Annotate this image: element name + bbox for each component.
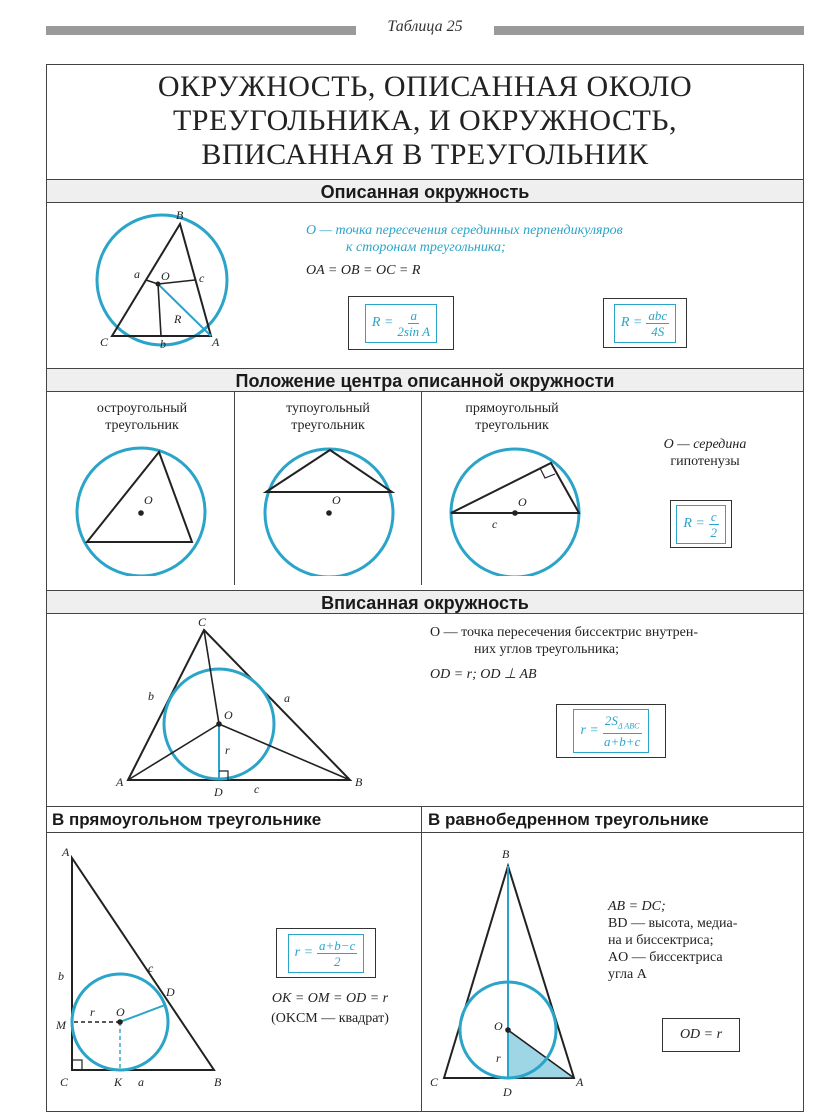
- right-angle-mark: [540, 468, 555, 478]
- label-b: b: [148, 689, 154, 703]
- right-triangle: [72, 858, 214, 1070]
- label-c: c: [254, 782, 260, 796]
- right-note-line-2: гипотенузы: [670, 454, 740, 469]
- center-point: [216, 721, 222, 727]
- right-note: [640, 436, 770, 470]
- numerator-subscript: Δ ABC: [617, 721, 640, 731]
- label-O: O: [144, 493, 153, 507]
- numerator: [603, 713, 642, 735]
- inscribed-definition: [430, 624, 794, 658]
- right-triangle-heading: В прямоугольном треугольнике: [52, 810, 322, 829]
- center-point: [138, 510, 144, 516]
- label-a: a: [134, 267, 140, 281]
- isosceles-line-3: на и биссектриса;: [608, 933, 714, 948]
- formula-box-r-area-over-perimeter: [556, 704, 666, 758]
- label-O: O: [116, 1005, 125, 1019]
- formula-r-right: [288, 934, 365, 973]
- circumscribed-heading: Описанная окружность: [47, 179, 803, 203]
- isosceles-line-5: угла A: [608, 967, 647, 982]
- right-caption-line-2: треугольник: [475, 418, 549, 433]
- label-A: A: [116, 775, 124, 789]
- circumscribed-diagram: [86, 206, 246, 366]
- fraction: [317, 938, 357, 969]
- obtuse-diagram: [256, 444, 400, 576]
- label-b: b: [58, 969, 64, 983]
- acute-triangle: [87, 452, 192, 542]
- right-triangle-note: (OKCM — квадрат): [271, 1011, 389, 1026]
- isosceles-heading: В равнобедренном треугольнике: [428, 810, 709, 829]
- formula-lhs: R =: [683, 516, 705, 531]
- formula-lhs: R =: [620, 315, 643, 330]
- label-A: A: [576, 1075, 584, 1089]
- numerator: a: [410, 307, 417, 323]
- numerator: abc: [648, 307, 668, 323]
- label-a: a: [284, 691, 290, 705]
- label-a: a: [138, 1075, 144, 1089]
- label-K: K: [114, 1075, 123, 1089]
- header-bar-right: [494, 26, 804, 35]
- isosceles-notes: [608, 898, 798, 983]
- formula-od-r: OD = r: [679, 1027, 723, 1042]
- circumscribed-definition-line-1: O — точка пересечения серединных перпендикуляров: [306, 223, 623, 238]
- obtuse-caption-line-2: треугольник: [291, 418, 365, 433]
- center-point: [156, 282, 161, 287]
- title-line-2: ТРЕУГОЛЬНИКА, И ОКРУЖНОСТЬ,: [172, 104, 678, 137]
- inscribed-definition-line-2: них углов треугольника;: [474, 642, 620, 657]
- fraction: [603, 713, 642, 750]
- label-O: O: [332, 493, 341, 507]
- denominator: 2sin A: [397, 323, 431, 339]
- label-B: B: [176, 208, 184, 222]
- label-B: B: [502, 847, 510, 861]
- isosceles-line-4: AO — биссектриса: [608, 950, 723, 965]
- label-D: D: [166, 985, 175, 999]
- title-line-1: ОКРУЖНОСТЬ, ОПИСАННАЯ ОКОЛО: [157, 70, 693, 103]
- right-triangle-relation: OK = OM = OD = r: [271, 991, 389, 1006]
- label-B: B: [355, 775, 363, 789]
- label-D: D: [503, 1085, 512, 1099]
- formula-box-r-sine: [348, 296, 454, 350]
- bisector-b: [219, 724, 350, 780]
- acute-diagram: [70, 444, 214, 576]
- label-c: c: [148, 961, 154, 975]
- formula-box-od-r: [662, 1018, 740, 1052]
- circumscribed-definition: [306, 222, 776, 256]
- divider: [47, 832, 803, 833]
- label-O: O: [161, 269, 170, 283]
- table-label: Таблица 25: [387, 18, 463, 35]
- label-C: C: [100, 335, 109, 349]
- obtuse-triangle: [266, 450, 392, 492]
- fraction: [709, 509, 719, 540]
- label-r: r: [496, 1051, 501, 1065]
- inscribed-relation: OD = r; OD ⊥ AB: [430, 667, 537, 682]
- label-O: O: [494, 1019, 503, 1033]
- right-note-line-1: O — середина: [663, 437, 747, 452]
- formula-r-area: [614, 304, 676, 343]
- formula-r-area-perimeter: [573, 709, 648, 754]
- formula-r-sine: [365, 304, 437, 343]
- radius-od: [120, 1005, 165, 1022]
- center-point: [505, 1027, 511, 1033]
- obtuse-caption-line-1: тупоугольный: [286, 401, 370, 416]
- right-triangle: [451, 463, 579, 513]
- right-caption: [432, 400, 592, 434]
- label-A: A: [212, 335, 220, 349]
- divider: [421, 392, 422, 585]
- center-point: [117, 1019, 123, 1025]
- right-triangle-incircle-diagram: [52, 844, 242, 1094]
- page-title: [46, 70, 804, 172]
- formula-box-r-right: [276, 928, 376, 978]
- label-r: r: [90, 1005, 95, 1019]
- inscribed-diagram: [112, 616, 380, 800]
- formula-r-half-c: [676, 505, 725, 544]
- label-C: C: [430, 1075, 439, 1089]
- acute-caption-line-2: треугольник: [105, 418, 179, 433]
- fraction: [397, 308, 430, 339]
- acute-caption-line-1: остроугольный: [96, 401, 188, 416]
- denominator: a+b+c: [604, 734, 641, 750]
- formula-lhs: r =: [580, 723, 599, 738]
- denominator: 2: [710, 524, 717, 540]
- center-position-heading: Положение центра описанной окружности: [47, 368, 803, 392]
- acute-caption: [62, 400, 222, 434]
- inscribed-heading: Вписанная окружность: [47, 590, 803, 614]
- label-c: c: [199, 271, 205, 285]
- divider: [47, 806, 803, 807]
- formula-lhs: r =: [294, 945, 314, 960]
- divider: [421, 806, 422, 1111]
- header-bar-left: [46, 26, 356, 35]
- label-r: r: [225, 743, 230, 757]
- label-R: R: [174, 312, 182, 326]
- right-caption-line-1: прямоугольный: [465, 401, 559, 416]
- divider: [234, 392, 235, 585]
- label-O: O: [224, 708, 233, 722]
- label-M: M: [56, 1018, 66, 1032]
- formula-box-r-half-c: [670, 500, 732, 548]
- numerator: a+b−c: [319, 937, 356, 953]
- obtuse-caption: [248, 400, 408, 434]
- label-B: B: [214, 1075, 222, 1089]
- isosceles-line-2: BD — высота, медиа-: [608, 916, 738, 931]
- right-angle-mark: [72, 1060, 82, 1070]
- label-C: C: [60, 1075, 69, 1089]
- label-O: O: [518, 495, 527, 509]
- fraction: [646, 308, 669, 339]
- label-A: A: [62, 845, 70, 859]
- isosceles-diagram: [428, 842, 598, 1102]
- circumscribed-equality: OA = OB = OC = R: [306, 263, 421, 278]
- numerator-main: 2S: [604, 712, 618, 728]
- label-c: c: [492, 517, 498, 531]
- center-point: [512, 510, 518, 516]
- formula-lhs: R =: [371, 315, 394, 330]
- denominator: 2: [333, 953, 341, 969]
- triangle-abc: [128, 630, 350, 780]
- center-point: [326, 510, 332, 516]
- numerator: c: [710, 508, 717, 524]
- right-diagram: [444, 444, 588, 576]
- label-b: b: [160, 337, 166, 351]
- inscribed-definition-line-1: O — точка пересечения биссектрис внутрен-: [430, 625, 699, 640]
- formula-box-r-area: [603, 298, 687, 348]
- label-C: C: [198, 616, 207, 629]
- denominator: 4S: [651, 323, 665, 339]
- perp-bisector-b: [158, 284, 161, 336]
- title-line-3: ВПИСАННАЯ В ТРЕУГОЛЬНИК: [201, 138, 649, 171]
- circumscribed-definition-line-2: к сторонам треугольника;: [346, 240, 506, 255]
- isosceles-line-1: AB = DC;: [608, 899, 666, 914]
- label-D: D: [214, 785, 223, 799]
